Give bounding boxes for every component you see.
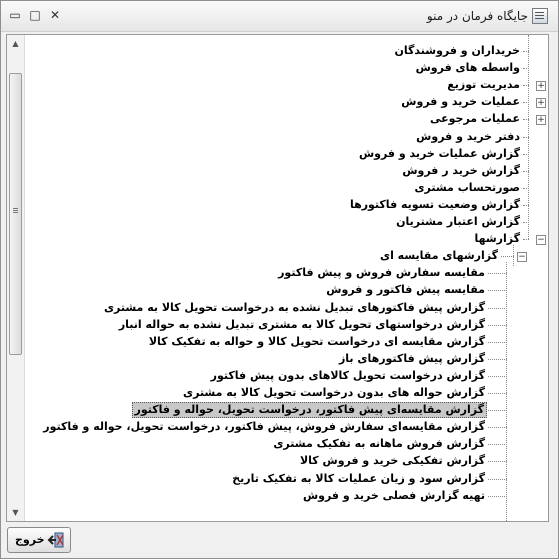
close-button[interactable]: ✕ bbox=[49, 8, 61, 22]
tree-connector-line bbox=[488, 444, 507, 445]
tree-node[interactable]: گزارش درخواست تحویل کالاهای بدون پیش فاکتور bbox=[210, 368, 485, 382]
tree-connector-line bbox=[523, 154, 529, 155]
tree-node[interactable]: مقایسه پیش فاکتور و فروش bbox=[326, 283, 485, 297]
tree-node[interactable]: گزارش مقایسه‌ای سفارش فروش، پیش فاکتور، درخواست تحویل، حواله و فاکتور bbox=[43, 420, 485, 434]
tree-node[interactable]: صورتحساب مشتری bbox=[414, 180, 520, 194]
tree-connector-line bbox=[523, 205, 529, 206]
expand-toggle-icon[interactable]: + bbox=[537, 98, 545, 109]
tree-node[interactable]: گزارش عملیات خرید و فروش bbox=[358, 146, 520, 160]
tree-content bbox=[7, 35, 548, 521]
menu-tree-view[interactable] bbox=[6, 34, 549, 522]
collapse-toggle-icon[interactable]: − bbox=[537, 235, 545, 246]
tree-node[interactable]: گزارش فروش ماهانه به تفکیک مشتری bbox=[273, 437, 485, 451]
tree-connector-line bbox=[488, 461, 507, 462]
tree-node[interactable]: عملیات مرجوعی bbox=[429, 112, 520, 126]
tree-node[interactable]: گزارش مقایسه‌ای پیش فاکتور، درخواست تحویل، حواله و فاکتور bbox=[132, 402, 487, 418]
tree-node[interactable]: واسطه های فروش bbox=[415, 61, 520, 75]
tree-connector-line bbox=[488, 376, 507, 377]
tree-node[interactable]: گزارش خرید ر فروش bbox=[402, 163, 520, 177]
tree-connector-line bbox=[523, 188, 529, 189]
tree-node[interactable]: گزارش پیش فاکتورهای تبدیل نشده به درخواست تحویل کالا به مشتری bbox=[103, 300, 485, 314]
tree-connector-line bbox=[506, 262, 507, 521]
tree-node[interactable]: تهیه گزارش فصلی خرید و فروش bbox=[302, 488, 485, 502]
collapse-toggle-icon[interactable]: − bbox=[518, 252, 526, 263]
title-bar[interactable] bbox=[1, 1, 558, 32]
tree-node[interactable]: مقایسه سفارش فروش و پیش فاکتور bbox=[278, 266, 485, 280]
tree-node[interactable]: گزارشها bbox=[474, 232, 520, 246]
tree-node[interactable]: گزارش حواله های بدون درخواست تحویل کالا به مشتری bbox=[183, 386, 485, 399]
tree-connector-line bbox=[523, 85, 529, 86]
tree-node[interactable]: گزارش درخواستهای تحویل کالا به مشتری تبدیل نشده به حواله انبار bbox=[118, 317, 485, 331]
tree-connector-line bbox=[501, 256, 514, 257]
tree-node[interactable]: خریداران و فروشندگان bbox=[394, 44, 520, 57]
tree-connector-line bbox=[523, 239, 529, 240]
tree-node[interactable]: عملیات خرید و فروش bbox=[401, 95, 520, 109]
scroll-down-arrow-icon[interactable]: ▼ bbox=[12, 508, 19, 517]
tree-node[interactable]: گزارش پیش فاکتورهای باز bbox=[338, 351, 485, 365]
tree-node[interactable]: مدیریت توزیع bbox=[447, 78, 520, 92]
tree-connector-line bbox=[488, 290, 507, 291]
tree-connector-line bbox=[488, 479, 507, 480]
tree-connector-line bbox=[523, 51, 529, 52]
tree-node[interactable]: گزارش اعتبار مشتریان bbox=[396, 215, 520, 228]
tree-connector-line bbox=[523, 68, 529, 69]
tree-node[interactable]: دفتر خرید و فروش bbox=[416, 129, 520, 143]
tree-connector-line bbox=[523, 119, 529, 120]
tree-node[interactable]: گزارش مقایسه ای درخواست تحویل کالا و حواله به تفکیک کالا bbox=[148, 334, 485, 348]
tree-connector-line bbox=[488, 496, 507, 497]
tree-connector-line bbox=[488, 342, 507, 343]
expand-toggle-icon[interactable]: + bbox=[537, 115, 545, 126]
tree-connector-line bbox=[523, 137, 529, 138]
expand-toggle-icon[interactable]: + bbox=[537, 81, 545, 92]
tree-connector-line bbox=[488, 393, 507, 394]
tree-connector-line bbox=[488, 427, 507, 428]
exit-icon bbox=[47, 531, 65, 549]
tree-connector-line bbox=[523, 171, 529, 172]
tree-connector-line bbox=[488, 308, 507, 309]
window-title: جایگاه فرمان در منو bbox=[426, 9, 528, 23]
tree-connector-line bbox=[488, 359, 507, 360]
tree-node[interactable]: گزارش تفکیکی خرید و فروش کالا bbox=[299, 454, 485, 468]
tree-connector-line bbox=[488, 410, 507, 411]
scroll-up-arrow-icon[interactable]: ▲ bbox=[12, 39, 19, 48]
maximize-button[interactable]: □ bbox=[29, 8, 41, 22]
tree-connector-line bbox=[523, 102, 529, 103]
exit-button[interactable] bbox=[7, 527, 71, 553]
tree-connector-line bbox=[523, 222, 529, 223]
tree-node[interactable]: گزارش وضعیت تسویه فاکتورها bbox=[349, 197, 520, 211]
menu-icon bbox=[532, 8, 548, 24]
tree-node[interactable]: گزارشهای مقایسه ای bbox=[380, 249, 498, 263]
exit-button-label: خروج bbox=[15, 533, 45, 546]
tree-connector-line bbox=[488, 273, 507, 274]
tree-connector-line bbox=[488, 325, 507, 326]
minimize-button[interactable]: ▭ bbox=[9, 8, 21, 22]
tree-node[interactable]: گزارش سود و زیان عملیات کالا به تفکیک تاریخ bbox=[232, 471, 485, 485]
